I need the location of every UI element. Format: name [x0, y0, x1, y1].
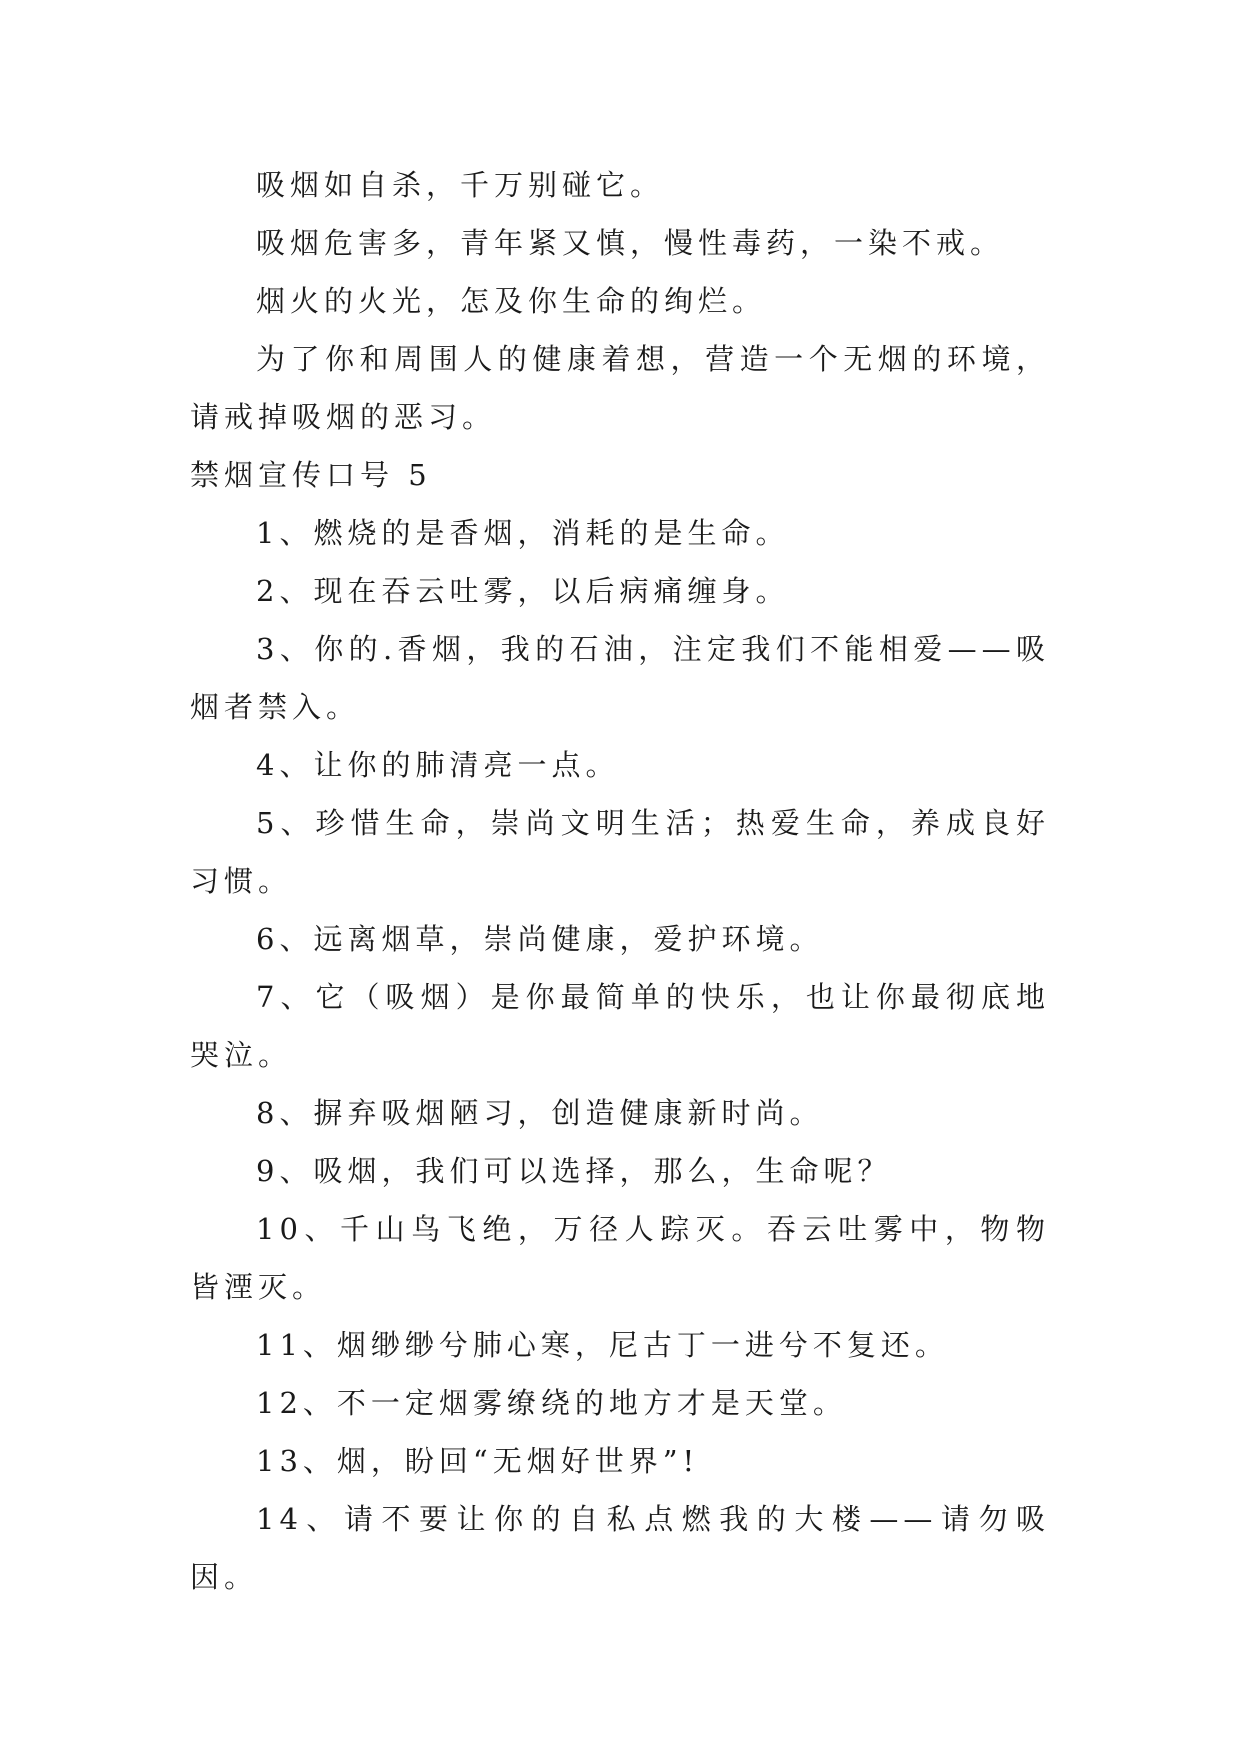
- slogan-item: 7、它（吸烟）是你最简单的快乐，也让你最彻底地哭泣。: [190, 980, 1050, 1072]
- slogan-item: 8、摒弃吸烟陋习，创造健康新时尚。: [256, 1096, 824, 1130]
- document-body: [190, 156, 1050, 1606]
- paragraph: 吸烟如自杀，千万别碰它。: [256, 168, 665, 202]
- section-heading: 禁烟宣传口号 5: [190, 458, 432, 492]
- slogan-item: 10、千山鸟飞绝，万径人踪灭。吞云吐雾中，物物皆湮灭。: [190, 1212, 1050, 1304]
- slogan-item: 13、烟，盼回“无烟好世界”!: [256, 1444, 700, 1478]
- slogan-item: 9、吸烟，我们可以选择，那么，生命呢？: [256, 1154, 892, 1188]
- slogan-item: 14、请不要让你的自私点燃我的大楼——请勿吸因。: [190, 1502, 1050, 1594]
- slogan-item: 3、你的.香烟，我的石油，注定我们不能相爱——吸烟者禁入。: [190, 632, 1050, 724]
- paragraph: 吸烟危害多，青年紧又慎，慢性毒药，一染不戒。: [256, 226, 1005, 260]
- slogan-item: 11、烟缈缈兮肺心寒，尼古丁一进兮不复还。: [256, 1328, 949, 1362]
- slogan-item: 2、现在吞云吐雾，以后病痛缠身。: [256, 574, 790, 608]
- slogan-item: 4、让你的肺清亮一点。: [256, 748, 620, 782]
- slogan-item: 1、燃烧的是香烟，消耗的是生命。: [256, 516, 790, 550]
- slogan-item: 6、远离烟草，崇尚健康，爱护环境。: [256, 922, 824, 956]
- paragraph: 烟火的火光，怎及你生命的绚烂。: [256, 284, 767, 318]
- slogan-item: 12、不一定烟雾缭绕的地方才是天堂。: [256, 1386, 847, 1420]
- slogan-item: 5、珍惜生命，崇尚文明生活；热爱生命，养成良好习惯。: [190, 806, 1050, 898]
- paragraph: 为了你和周围人的健康着想，营造一个无烟的环境，请戒掉吸烟的恶习。: [190, 342, 1050, 434]
